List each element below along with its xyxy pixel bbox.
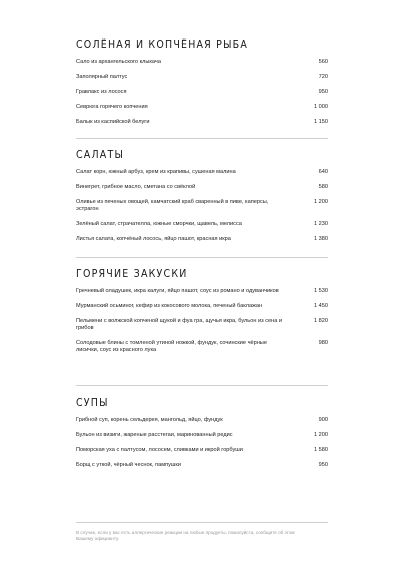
item-name: Пельмени с волжской копченой щукой и фуа гра, щучья икра, бульон из сена и грибов xyxy=(76,318,282,331)
item-name: Винегрет, грибное масло, сметана со свёклой xyxy=(76,184,196,190)
item-price: 1 580 xyxy=(314,447,328,453)
menu-item xyxy=(76,169,328,176)
item-price: 950 xyxy=(318,89,328,95)
menu-item xyxy=(76,89,328,96)
menu-item xyxy=(76,340,328,354)
section-title: СОЛЁНАЯ И КОПЧЁНАЯ РЫБА xyxy=(76,38,248,51)
item-price: 1 200 xyxy=(314,199,328,205)
item-price: 560 xyxy=(318,59,328,65)
section-hot-appetizers xyxy=(76,267,328,354)
section-salads xyxy=(76,148,328,243)
item-name: Гравлакс из лосося xyxy=(76,89,127,95)
item-name: Заполярный палтус xyxy=(76,74,128,80)
item-price: 950 xyxy=(318,462,328,468)
allergy-footnote: В случае, если у вас есть аллергические реакции на любые продукты, пожалуйста, сообщите об этом Вашему официанту. xyxy=(76,530,295,541)
section-title: ГОРЯЧИЕ ЗАКУСКИ xyxy=(76,267,188,280)
item-price: 1 230 xyxy=(314,221,328,227)
section-divider xyxy=(76,522,328,523)
item-price: 900 xyxy=(318,417,328,423)
item-name: Листья салата, копчёный лосось, яйцо пашот, красная икра xyxy=(76,236,231,242)
menu-item xyxy=(76,432,328,439)
item-name: Поморская уха с палтусом, лососем, сливками и икрой горбуши xyxy=(76,447,243,453)
item-price: 1 450 xyxy=(314,303,328,309)
item-name: Бульон из визиги, жареные расстегаи, маринованный редис xyxy=(76,432,233,438)
item-price: 980 xyxy=(318,340,328,346)
item-price: 1 200 xyxy=(314,432,328,438)
section-soups xyxy=(76,396,328,469)
item-name: Оливье из печеных овощей, камчатский краб сваренный в пиве, каперсы, эстрагон xyxy=(76,199,269,212)
item-name: Гречневый оладушек, икра калуги, яйцо пашот, соус из романо и одуванчиков xyxy=(76,288,279,294)
item-price: 1 380 xyxy=(314,236,328,242)
menu-item xyxy=(76,184,328,191)
item-price: 720 xyxy=(318,74,328,80)
menu-item xyxy=(76,74,328,81)
item-name: Борщ с уткой, чёрный чеснок, пампушки xyxy=(76,462,181,468)
item-price: 1 820 xyxy=(314,318,328,324)
item-price: 1 000 xyxy=(314,104,328,110)
item-name: Мурманский осьминог, кефир из кокосового молока, печеный баклажан xyxy=(76,303,263,309)
item-name: Севрюга горячего копчения xyxy=(76,104,148,110)
item-name: Балык из каспийской белуги xyxy=(76,119,150,125)
item-name: Солодовые блины с томленой утиной ножкой, фундук, сочинские чёрные лисички, соус из красного лука xyxy=(76,340,267,353)
menu-item xyxy=(76,119,328,126)
item-price: 1 530 xyxy=(314,288,328,294)
menu-item xyxy=(76,303,328,310)
section-title: САЛАТЫ xyxy=(76,148,125,161)
menu-item xyxy=(76,104,328,111)
menu-item xyxy=(76,288,328,295)
menu-item xyxy=(76,236,328,243)
item-name: Салат корн, южный арбуз, крем из крапивы, сушеная малина xyxy=(76,169,236,175)
menu-item xyxy=(76,417,328,424)
section-divider xyxy=(76,138,328,139)
menu-item xyxy=(76,199,328,213)
section-divider xyxy=(76,385,328,386)
item-name: Грибной суп, корень сельдерея, мангольд, яйцо, фундук xyxy=(76,417,223,423)
menu-item xyxy=(76,462,328,469)
menu-item xyxy=(76,221,328,228)
item-name: Сало из архангельского клыкача xyxy=(76,59,161,65)
item-price: 1 150 xyxy=(314,119,328,125)
section-salted-smoked-fish xyxy=(76,38,328,126)
section-divider xyxy=(76,257,328,258)
item-name: Зелёный салат, страчателла, южные сморчки, щавель, мелисса xyxy=(76,221,242,227)
menu-item xyxy=(76,447,328,454)
menu-item xyxy=(76,59,328,66)
section-title: СУПЫ xyxy=(76,396,109,409)
item-price: 640 xyxy=(318,169,328,175)
item-price: 580 xyxy=(318,184,328,190)
menu-item xyxy=(76,318,328,332)
